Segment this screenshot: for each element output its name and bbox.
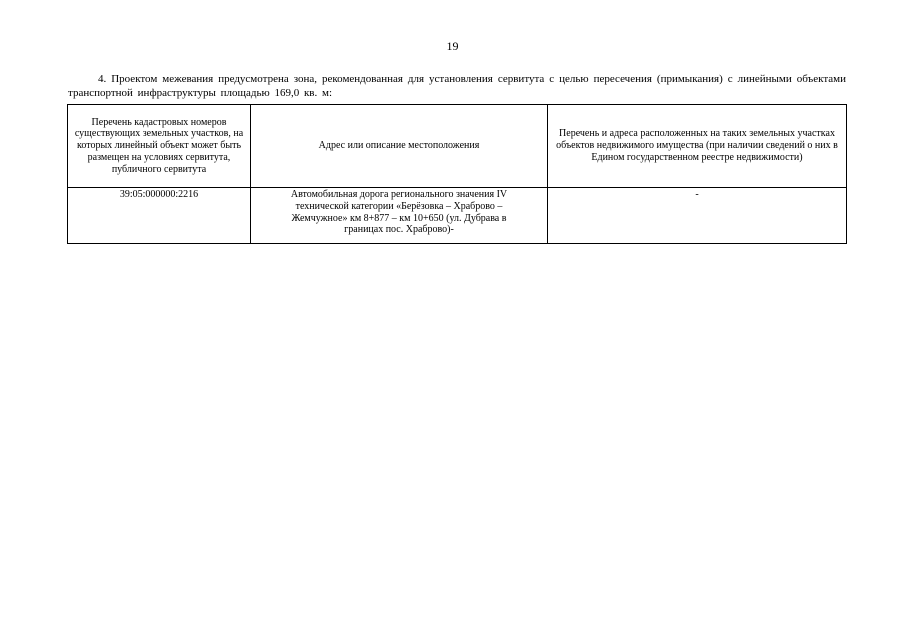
cell-address-text: Автомобильная дорога регионального значения IV технической категории «Берёзовка – Храброво – Жемчужное» км 8+877 – км 10+650 (ул. Дубрава в границах пос. Храброво)- [290,189,508,236]
table-body [68,188,847,244]
cell-address [251,188,548,244]
page-number: 19 [446,39,459,53]
cell-cadastral-number: 39:05:000000:2216 [68,188,251,244]
servitude-zone-paragraph: 4. Проектом межевания предусмотрена зона, рекомендованная для установления сервитута с целью пересечения (примыкания) с линейными объектами транспортной инфраструктуры площадью 169,0 кв. м: [68,73,846,99]
table-header-row [68,105,847,188]
servitude-table [67,104,847,244]
header-real-estate-objects-text: Перечень и адреса расположенных на таких земельных участках объектов недвижимого имущества (при наличии сведений о них в Едином государственном реестре недвижимости) [556,128,838,163]
header-address: Адрес или описание местоположения [251,105,548,188]
table-row [68,188,847,244]
header-cadastral-numbers: Перечень кадастровых номеров существующих земельных участков, на которых линейный объект может быть размещен на условиях сервитута, публичного сервитута [68,105,251,188]
table-header [68,105,847,188]
cell-objects: - [548,188,847,244]
header-real-estate-objects [548,105,847,188]
